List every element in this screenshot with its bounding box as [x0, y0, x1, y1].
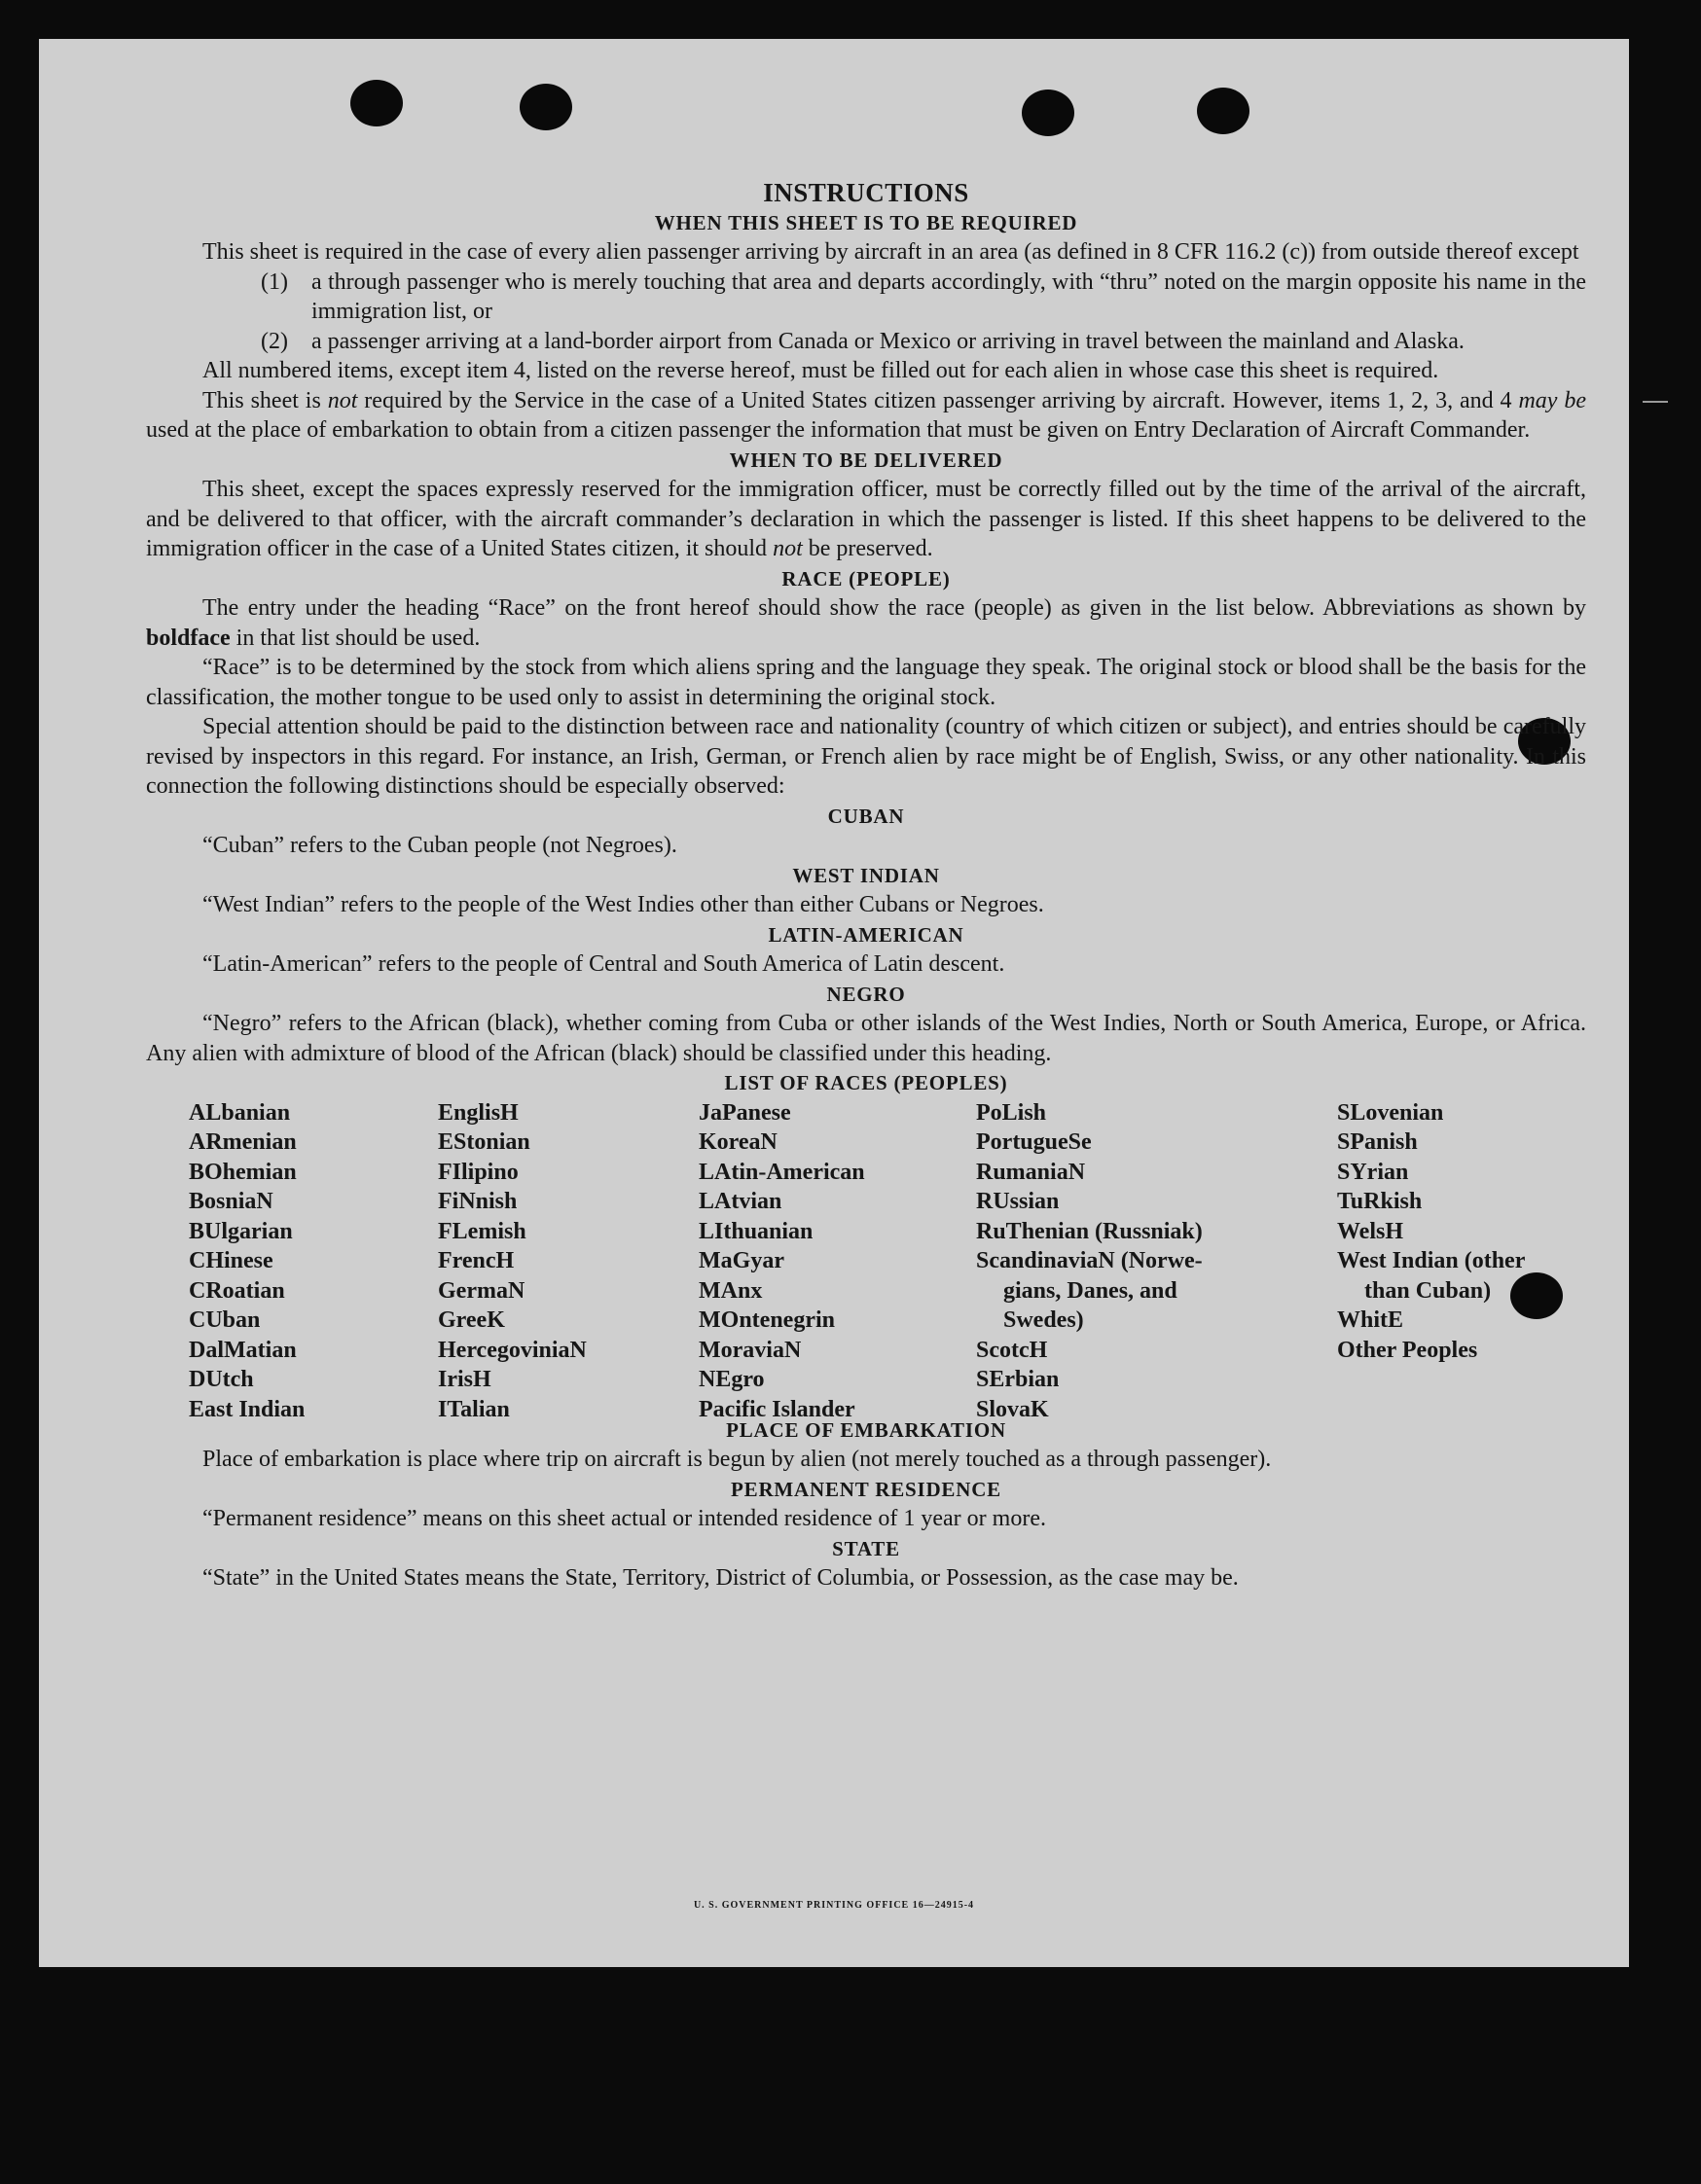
exception-item — [261, 268, 1586, 327]
printing-office-line: U. S. GOVERNMENT PRINTING OFFICE 16—24915-4 — [693, 1900, 975, 1911]
when-delivered-text: This sheet, except the spaces expressly reserved for the immigration officer, must be correctly filled out by the time of the arrival of the aircraft, and be delivered to that officer, with the aircraft commander’s declaration in which the passenger is listed. If this sheet happens to be delivered to the immigration officer in the case of a United States citizen, it should not be preserved. — [146, 477, 1586, 561]
race-entry: WelsH — [1337, 1218, 1404, 1244]
race-entry: CUban — [189, 1307, 261, 1333]
race-entry: East Indian — [189, 1396, 306, 1422]
item-text: a passenger arriving at a land-border airport from Canada or Mexico or arriving in travel between the mainland and Alaska. — [311, 328, 1465, 354]
item-number: (2) — [261, 328, 288, 354]
race-entry: RumaniaN — [976, 1159, 1086, 1185]
when-required-intro: This sheet is required in the case of every alien passenger arriving by aircraft in an area (as defined in 8 CFR 116.2 (c)) from outside thereof except — [202, 239, 1579, 265]
race-entry: IrisH — [438, 1367, 491, 1392]
race-entry: SLovenian — [1337, 1099, 1444, 1126]
race-entry: GreeK — [438, 1307, 505, 1333]
race-entry: GermaN — [438, 1277, 525, 1304]
race-entry: SYrian — [1337, 1159, 1409, 1185]
heading-west-indian: WEST INDIAN — [792, 863, 940, 887]
heading-embarkation: PLACE OF EMBARKATION — [726, 1417, 1006, 1442]
race-column — [976, 1098, 1203, 1425]
heading-permanent-residence: PERMANENT RESIDENCE — [731, 1477, 1001, 1501]
document-sheet — [39, 39, 1629, 1967]
race-entry: Pacific Islander — [699, 1396, 855, 1422]
race-entry: ScandinaviaN (Norwe- — [976, 1248, 1203, 1273]
race-entry: SErbian — [976, 1367, 1060, 1392]
race-entry: TuRkish — [1337, 1189, 1423, 1214]
page-title: INSTRUCTIONS — [763, 178, 969, 207]
race-entry: LAtvian — [699, 1189, 782, 1214]
race-column — [189, 1098, 305, 1425]
race-entry: EnglisH — [438, 1099, 519, 1126]
race-list — [146, 1098, 1586, 1422]
race-entry: LAtin-American — [699, 1159, 865, 1185]
cuban-text: “Cuban” refers to the Cuban people (not Negroes). — [202, 833, 677, 858]
race-column — [1337, 1098, 1525, 1366]
race-entry: BosniaN — [189, 1189, 273, 1214]
race-entry: MAnx — [699, 1277, 763, 1304]
heading-latin-american: LATIN-AMERICAN — [768, 922, 964, 947]
race-column — [438, 1098, 587, 1425]
citizen-paragraph: This sheet is not required by the Service in the case of a United States citizen passenger arriving by aircraft. However, items 1, 2, 3, and 4 may be used at the place of embarkation to obtain from a citizen passenger the information that must be given on Entry Declaration of Aircraft Commander. — [146, 387, 1586, 443]
race-entry: RuThenian (Russniak) — [976, 1218, 1203, 1244]
race-entry: MOntenegrin — [699, 1307, 835, 1333]
race-paragraph: “Race” is to be determined by the stock from which aliens spring and the language they speak. The original stock or blood shall be the basis for the classification, the mother tongue to be used only to assist in determining the original stock. — [146, 655, 1586, 710]
race-entry: KoreaN — [699, 1129, 778, 1155]
race-entry: SlovaK — [976, 1396, 1049, 1422]
race-entry: Swedes) — [1003, 1307, 1084, 1333]
race-entry: CHinese — [189, 1248, 273, 1273]
heading-negro: NEGRO — [826, 982, 906, 1006]
race-entry: DUtch — [189, 1367, 254, 1392]
race-entry: West Indian (other — [1337, 1248, 1526, 1273]
race-entry: MoraviaN — [699, 1337, 802, 1363]
race-entry: ScotcH — [976, 1337, 1048, 1363]
race-entry: PortugueSe — [976, 1129, 1092, 1155]
race-entry: ALbanian — [189, 1099, 291, 1126]
race-entry: than Cuban) — [1364, 1277, 1492, 1304]
heading-state: STATE — [832, 1536, 900, 1560]
heading-race: RACE (PEOPLE) — [781, 566, 951, 591]
negro-text: “Negro” refers to the African (black), whether coming from Cuba or other islands of the West Indies, North or South America, Europe, or Africa. Any alien with admixture of blood of the African (black) should be classified under this heading. — [146, 1011, 1586, 1066]
race-entry: SPanish — [1337, 1129, 1418, 1155]
race-entry: PoLish — [976, 1099, 1047, 1126]
heading-when-required: WHEN THIS SHEET IS TO BE REQUIRED — [654, 210, 1078, 234]
punch-hole — [1197, 88, 1249, 134]
race-entry: EStonian — [438, 1129, 530, 1155]
instructions-body — [146, 178, 1586, 1593]
race-entry: BOhemian — [189, 1159, 297, 1185]
edge-mark — [1643, 401, 1668, 403]
item-number: (1) — [261, 269, 288, 295]
punch-hole — [1022, 90, 1074, 136]
race-paragraph: Special attention should be paid to the distinction between race and nationality (country of which citizen or subject), and entries should be carefully revised by inspectors in this regard. For instance, an Irish, German, or French alien by race might be of English, Swiss, or any other nationality. In this connection the following distinctions should be especially observed: — [146, 714, 1586, 799]
heading-when-delivered: WHEN TO BE DELIVERED — [729, 448, 1003, 472]
race-entry: ARmenian — [189, 1129, 297, 1155]
race-entry: MaGyar — [699, 1248, 784, 1273]
race-entry: JaPanese — [699, 1099, 791, 1126]
item-text: a through passenger who is merely touching that area and departs accordingly, with “thru” noted on the margin opposite his name in the immigration list, or — [311, 269, 1586, 324]
permanent-residence-text: “Permanent residence” means on this sheet actual or intended residence of 1 year or more. — [202, 1506, 1046, 1531]
race-entry: FIlipino — [438, 1159, 519, 1185]
race-entry: ITalian — [438, 1396, 510, 1422]
heading-list-of-races: LIST OF RACES (PEOPLES) — [724, 1071, 1008, 1094]
race-entry: Other Peoples — [1337, 1337, 1478, 1363]
race-entry: FrencH — [438, 1248, 515, 1273]
punch-hole — [520, 84, 572, 130]
latin-american-text: “Latin-American” refers to the people of Central and South America of Latin descent. — [202, 951, 1005, 977]
heading-cuban: CUBAN — [827, 804, 905, 828]
race-entry: NEgro — [699, 1367, 765, 1392]
race-entry: CRoatian — [189, 1277, 285, 1304]
race-entry: DalMatian — [189, 1337, 297, 1363]
race-entry: WhitE — [1337, 1307, 1404, 1333]
race-entry: gians, Danes, and — [1003, 1277, 1177, 1304]
embarkation-text: Place of embarkation is place where trip on aircraft is begun by alien (not merely touched as a through passenger). — [202, 1447, 1272, 1472]
race-entry: FiNnish — [438, 1189, 518, 1214]
numbered-items-paragraph: All numbered items, except item 4, listed on the reverse hereof, must be filled out for each alien in whose case this sheet is required. — [202, 358, 1439, 383]
race-entry: FLemish — [438, 1218, 526, 1244]
race-entry: RUssian — [976, 1189, 1060, 1214]
punch-hole — [350, 80, 403, 126]
race-column — [699, 1098, 865, 1425]
race-entry: HercegoviniaN — [438, 1337, 587, 1363]
state-text: “State” in the United States means the State, Territory, District of Columbia, or Possession, as the case may be. — [202, 1565, 1239, 1591]
exception-item — [261, 327, 1586, 357]
race-entry: LIthuanian — [699, 1218, 814, 1244]
west-indian-text: “West Indian” refers to the people of the West Indies other than either Cubans or Negroes. — [202, 892, 1044, 917]
race-entry: BUlgarian — [189, 1218, 293, 1244]
race-paragraph: The entry under the heading “Race” on the front hereof should show the race (people) as given in the list below. Abbreviations as shown by boldface in that list should be used. — [146, 595, 1586, 651]
